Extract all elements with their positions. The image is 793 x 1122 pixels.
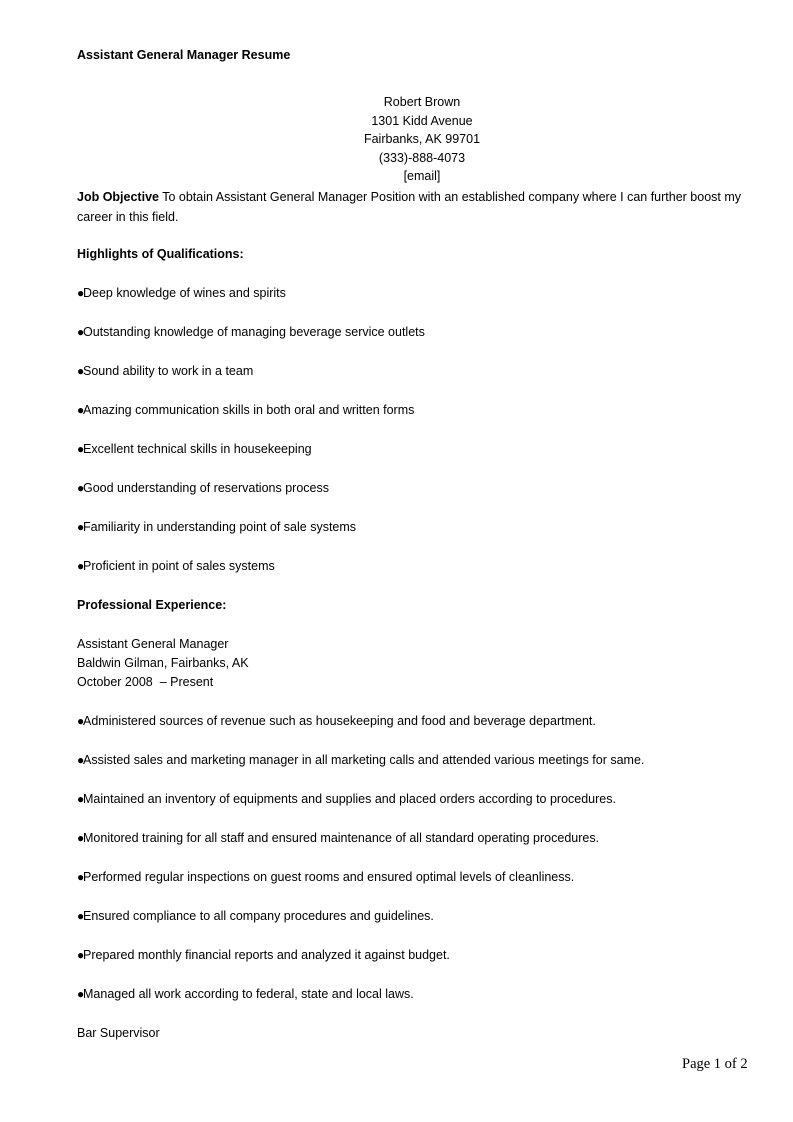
bullet-icon: ● [77,714,85,728]
bullet-icon: ● [77,520,85,534]
duty-item: ●Prepared monthly financial reports and analyzed it against budget. [77,948,450,962]
bullet-icon: ● [77,948,85,962]
bullet-icon: ● [77,987,85,1001]
qualification-item: ●Amazing communication skills in both oral and written forms [77,403,415,417]
duty-item: ●Performed regular inspections on guest rooms and ensured optimal levels of cleanliness. [77,870,575,884]
qualification-item: ●Deep knowledge of wines and spirits [77,286,286,300]
job-title-2: Bar Supervisor [77,1026,160,1040]
page-number: Page 1 of 2 [682,1056,748,1072]
duty-item: ●Maintained an inventory of equipments and supplies and placed orders according to procedures. [77,792,616,806]
qualification-item: ●Outstanding knowledge of managing beverage service outlets [77,325,425,339]
bullet-icon: ● [77,364,85,378]
contact-name: Robert Brown [383,95,461,109]
contact-email: [email] [403,169,441,184]
experience-heading: Professional Experience: [77,598,227,612]
duty-item: ●Ensured compliance to all company procedures and guidelines. [77,909,434,923]
bullet-icon: ● [77,792,85,806]
bullet-icon: ● [77,831,85,845]
qualification-item: ●Good understanding of reservations process [77,481,329,495]
duty-item: ●Administered sources of revenue such as housekeeping and food and beverage department. [77,714,596,728]
bullet-icon: ● [77,481,85,495]
duty-item: ●Managed all work according to federal, state and local laws. [77,987,414,1001]
document-title: Assistant General Manager Resume [77,48,291,62]
bullet-icon: ● [77,325,85,339]
contact-address: 1301 Kidd Avenue [371,113,473,128]
bullet-icon: ● [77,559,85,573]
bullet-icon: ● [77,909,85,923]
job-company: Baldwin Gilman, Fairbanks, AK [77,656,249,670]
duty-item: ●Assisted sales and marketing manager in all marketing calls and attended various meetings for same. [77,753,645,767]
qualification-item: ●Proficient in point of sales systems [77,559,275,573]
contact-block [0,93,793,186]
job-objective-label: Job Objective [77,190,159,204]
bullet-icon: ● [77,286,85,300]
qualification-item: ●Sound ability to work in a team [77,364,254,378]
job-title: Assistant General Manager [77,637,229,651]
bullet-icon: ● [77,870,85,884]
bullet-icon: ● [77,403,85,417]
contact-city: Fairbanks, AK 99701 [363,132,481,147]
bullet-icon: ● [77,442,85,456]
duty-item: ●Monitored training for all staff and ensured maintenance of all standard operating procedures. [77,831,600,845]
contact-phone: (333)-888-4073 [378,150,466,165]
job-objective [77,188,757,227]
job-objective-text: To obtain Assistant General Manager Position with an established company where I can further boost my career in this field. [77,190,742,224]
qualification-item: ●Excellent technical skills in housekeeping [77,442,312,456]
qualifications-heading: Highlights of Qualifications: [77,247,244,261]
job-dates: October 2008 – Present [77,675,214,689]
qualification-item: ●Familiarity in understanding point of sale systems [77,520,357,534]
bullet-icon: ● [77,753,85,767]
